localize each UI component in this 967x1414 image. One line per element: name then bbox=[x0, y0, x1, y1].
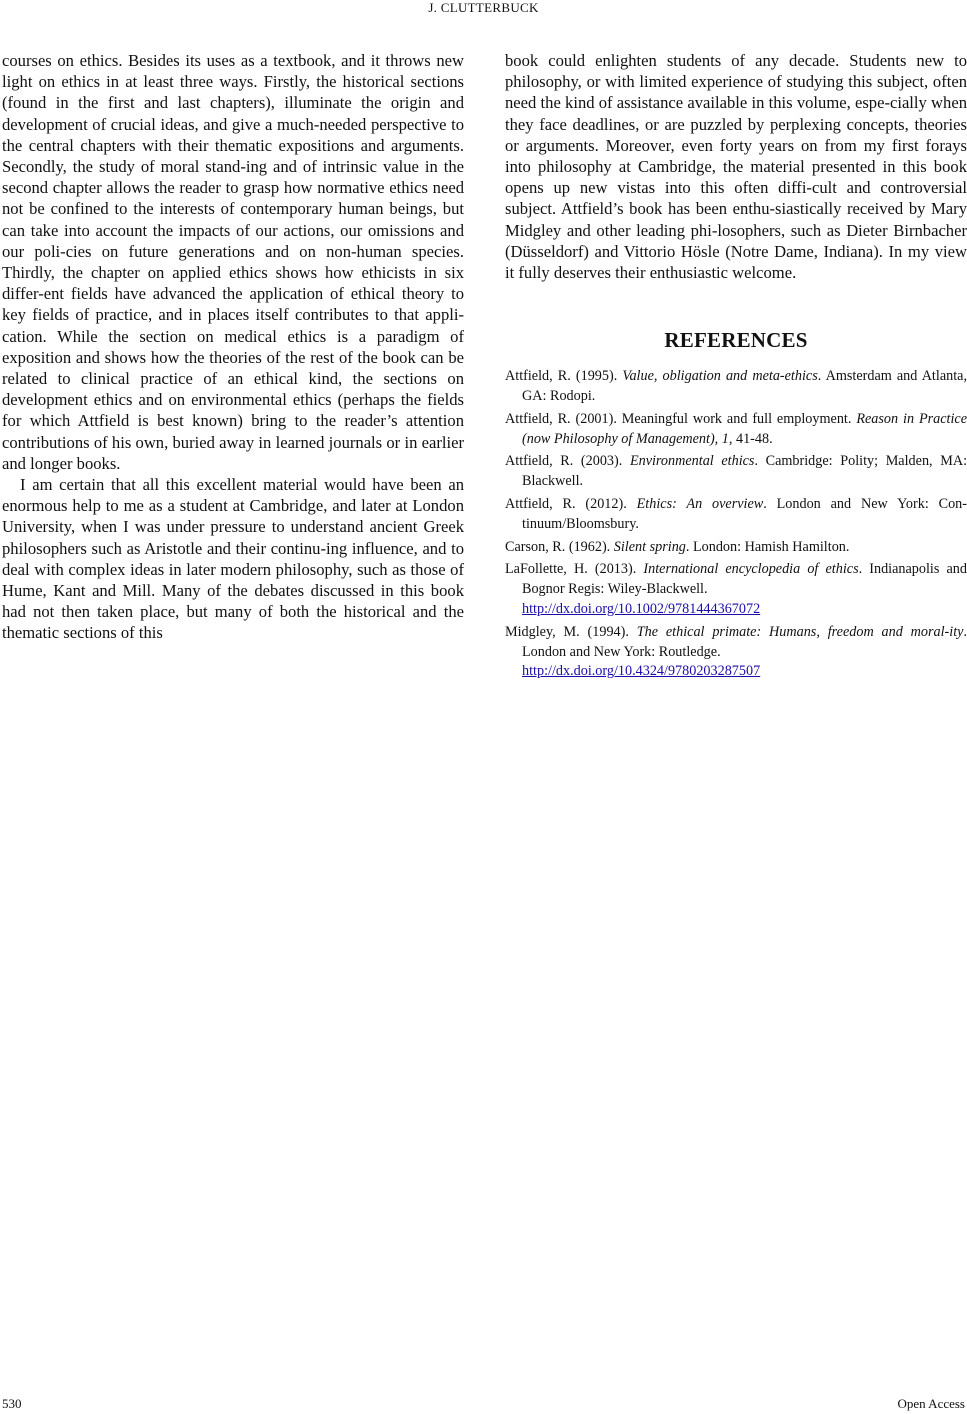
reference-item bbox=[505, 623, 967, 682]
reference-text: . London and New York: Routledge. bbox=[522, 623, 967, 660]
reference-item bbox=[505, 452, 967, 492]
reference-text: 41-48. bbox=[732, 430, 773, 447]
reference-item bbox=[505, 410, 967, 450]
reference-text: LaFollette, H. (2013). bbox=[505, 561, 644, 578]
reference-text: Attfield, R. (1995). bbox=[505, 368, 623, 385]
reference-title: The ethical primate: Humans, freedom and moral-ity bbox=[636, 623, 964, 640]
reference-text: Carson, R. (1962). bbox=[505, 538, 614, 555]
running-head: J. CLUTTERBUCK bbox=[428, 0, 539, 15]
doi-link[interactable]: http://dx.doi.org/10.4324/9780203287507 bbox=[522, 663, 761, 680]
body-paragraph: courses on ethics. Besides its uses as a textbook, and it throws new light on ethics in at least three ways. Firstly, the historical sections (found in the first and last chapters), illuminate the origin and development of crucial ideas, and give a much-needed perspective to the central chapters with their thematic expositions and arguments. Secondly, the study of moral stand-ing and of intrinsic value in the second chapter allows the reader to grasp how normative ethics need not be confined to the interests of contemporary human beings, but can take into account the impacts of our actions, our omissions and our poli-cies on future generations and on non-human species. Thirdly, the chapter on applied ethics shows how ethicists in six differ-ent fields have advanced the application of ethical theory to key fields of practice, and in places itself contributes to that appli-cation. While the section on medical ethics is a paradigm of exposition and shows how the theories of the rest of the book can be related to clinical practice of an ethical kind, the sections on development ethics and on environmental ethics (perhaps the fields for which Attfield is best known) bring to the reader’s attention contributions of his own, buried away in learned journals or in earlier and longer books. bbox=[2, 51, 464, 473]
references-list bbox=[505, 367, 967, 682]
reference-item bbox=[505, 560, 967, 619]
reference-text: Attfield, R. (2012). bbox=[505, 496, 637, 513]
publisher-label: Open Access bbox=[897, 1396, 965, 1411]
body-paragraph: book could enlighten students of any decade. Students new to philosophy, or with limited experience of studying this subject, often need the kind of assistance available in this volume, espe-cially when they face deadlines, or are puzzled by perplexing concepts, theories or arguments. Moreover, even forty years on from my first forays into philosophy at Cambridge, the material presented in this book opens up new vistas into this often diffi-cult and controversial subject. Attfield’s book has been enthu-siastically received by Mary Midgley and other leading phi-losophers, such as Dieter Birnbacher (Düsseldorf) and Vittorio Hösle (Notre Dame, Indiana). In my view it fully deserves their enthusiastic welcome. bbox=[505, 51, 967, 283]
reference-text: . Cambridge: Polity; Malden, MA: Blackwell. bbox=[522, 453, 967, 490]
reference-text: . Amsterdam and Atlanta, GA: Rodopi. bbox=[522, 368, 967, 405]
reference-item bbox=[505, 538, 967, 558]
reference-item bbox=[505, 367, 967, 407]
doi-link[interactable]: http://dx.doi.org/10.1002/9781444367072 bbox=[522, 601, 761, 617]
reference-title: Silent spring bbox=[613, 538, 686, 555]
reference-title: Reason in Practice (now Philosophy of Management), 1, bbox=[522, 410, 967, 447]
reference-text: . London: Hamish Hamilton. bbox=[685, 538, 850, 555]
reference-title: Environmental ethics bbox=[629, 453, 755, 470]
reference-title: Ethics: An overview bbox=[636, 496, 764, 513]
reference-text: . London and New York: Con-tinuum/Bloomsbury. bbox=[522, 496, 967, 532]
reference-item bbox=[505, 495, 967, 535]
references-heading: REFERENCES bbox=[664, 328, 808, 353]
reference-text: Attfield, R. (2003). bbox=[505, 453, 630, 470]
left-column bbox=[2, 50, 464, 644]
reference-text: Attfield, R. (2001). Meaningful work and full employment. bbox=[505, 410, 857, 427]
reference-text: . Indianapolis and Bognor Regis: Wiley-Blackwell. bbox=[522, 561, 967, 598]
reference-text: Midgley, M. (1994). bbox=[505, 623, 637, 640]
page-number: 530 bbox=[2, 1396, 22, 1411]
reference-title: Value, obligation and meta-ethics bbox=[622, 368, 818, 385]
right-column bbox=[505, 50, 967, 685]
reference-title: International encyclopedia of ethics bbox=[643, 561, 859, 578]
body-paragraph: I am certain that all this excellent material would have been an enormous help to me as a student at Cambridge, and later at London University, when I was under pressure to understand ancient Greek philosophers such as Aristotle and their continu-ing influence, and to deal with complex ideas in later modern philosophy, such as those of Hume, Kant and Mill. Many of the debates discussed in this book had not then taken place, but many of both the historical and the thematic sections of this bbox=[2, 475, 464, 643]
